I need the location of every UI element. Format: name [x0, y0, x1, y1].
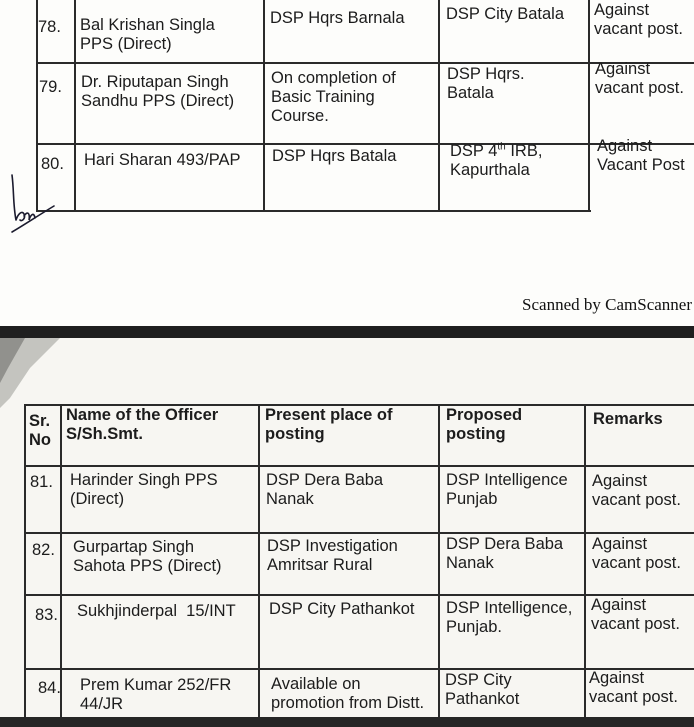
present-line: Nanak — [266, 490, 314, 508]
officer-line: Bal Krishan Singla — [80, 16, 215, 34]
table-border — [438, 404, 440, 717]
proposed-posting — [446, 471, 568, 509]
table-border — [24, 465, 694, 467]
proposed-line — [450, 142, 542, 161]
proposed-line: DSP City — [445, 671, 512, 689]
officer-name — [84, 151, 241, 170]
viewer-bottom-bar — [0, 717, 694, 727]
table-border — [438, 0, 440, 212]
present-line: DSP Hqrs Barnala — [270, 9, 405, 27]
officer-line: Gurpartap Singh — [73, 538, 195, 556]
proposed-text: IRB, — [505, 142, 543, 160]
proposed-line: Kapurthala — [450, 161, 530, 179]
remarks-line: vacant post. — [595, 79, 684, 97]
present-posting — [270, 9, 405, 28]
scanned-page-2 — [0, 338, 694, 717]
present-line: Amritsar Rural — [267, 556, 373, 574]
header-line: posting — [265, 425, 325, 443]
present-posting — [266, 471, 383, 509]
proposed-line: Nanak — [446, 554, 494, 572]
header-line: Sr. — [29, 412, 51, 430]
scanned-page-1 — [0, 0, 694, 326]
present-line: DSP Dera Baba — [266, 471, 384, 489]
remarks-line: Vacant Post — [597, 156, 685, 174]
header-remarks — [593, 410, 663, 429]
page-separator — [0, 326, 694, 338]
proposed-posting — [446, 599, 572, 637]
remarks-line: vacant post. — [592, 491, 681, 509]
officer-line: PPS (Direct) — [80, 35, 172, 53]
proposed-posting — [447, 65, 525, 103]
remarks — [592, 535, 681, 573]
remarks-line: Against — [592, 472, 648, 490]
present-posting — [271, 69, 396, 126]
proposed-text: DSP 4 — [450, 142, 498, 160]
header-line: S/Sh.Smt. — [66, 425, 144, 443]
officer-name — [81, 73, 234, 111]
header-line: Present place of — [265, 406, 393, 424]
sr-no: 79. — [39, 78, 62, 96]
remarks-line: Against — [591, 596, 647, 614]
proposed-line: Pathankot — [445, 690, 520, 708]
sr-no: 78. — [38, 18, 61, 36]
remarks-line: Against — [595, 60, 651, 78]
proposed-line: Punjab — [446, 490, 498, 508]
officer-name — [73, 538, 222, 576]
remarks-line: Against — [594, 1, 650, 19]
table-border — [258, 404, 260, 717]
remarks-line: vacant post. — [592, 554, 681, 572]
present-posting — [267, 537, 398, 575]
officer-line: Hari Sharan 493/PAP — [84, 151, 241, 169]
present-line: promotion from Distt. — [271, 694, 425, 712]
sr-no: 80. — [41, 155, 64, 173]
present-line: DSP City Pathankot — [269, 600, 415, 618]
remarks — [591, 596, 680, 634]
present-line: Basic Training — [271, 88, 375, 106]
ordinal-suffix: th — [497, 141, 506, 153]
proposed-line: DSP Intelligence — [446, 471, 568, 489]
sr-no: 82. — [32, 541, 55, 559]
table-border — [24, 404, 26, 717]
header-line: posting — [446, 425, 506, 443]
remarks — [594, 1, 683, 39]
present-line: On completion of — [271, 69, 396, 87]
officer-line: Dr. Riputapan Singh — [81, 73, 229, 91]
header-line: Remarks — [593, 410, 663, 428]
scan-shadow — [0, 338, 120, 408]
header-proposed — [446, 406, 522, 444]
proposed-posting — [446, 535, 563, 573]
proposed-line: DSP City Batala — [446, 5, 564, 23]
table-border — [24, 532, 694, 534]
officer-line: (Direct) — [70, 490, 125, 508]
remarks-line: vacant post. — [589, 688, 678, 706]
proposed-line: DSP Intelligence, — [446, 599, 573, 617]
header-sr-no — [29, 412, 51, 450]
remarks — [597, 137, 685, 175]
table-border — [36, 143, 694, 145]
remarks-line: Against — [592, 535, 648, 553]
table-row — [38, 18, 61, 37]
sr-no: 84. — [38, 679, 61, 697]
table-border — [584, 404, 586, 717]
present-line: DSP Hqrs Batala — [272, 147, 397, 165]
present-posting — [271, 675, 424, 713]
present-line: Available on — [271, 675, 361, 693]
officer-name — [77, 602, 236, 621]
present-line: Course. — [271, 107, 329, 125]
proposed-line: DSP Hqrs. — [447, 65, 525, 83]
remarks — [595, 60, 684, 98]
proposed-line: DSP Dera Baba — [446, 535, 564, 553]
officer-name — [70, 471, 218, 509]
remarks-line: Against — [597, 137, 653, 155]
header-line: Name of the Officer — [66, 406, 219, 424]
table-border — [60, 404, 62, 717]
header-line: No — [29, 431, 51, 449]
proposed-posting — [445, 671, 519, 709]
officer-line: Prem Kumar 252/FR — [80, 676, 232, 694]
header-present — [265, 406, 392, 444]
proposed-line: Batala — [447, 84, 494, 102]
officer-line: Sandhu PPS (Direct) — [81, 92, 235, 110]
remarks-line: Against — [589, 669, 645, 687]
remarks-line: vacant post. — [591, 615, 680, 633]
present-posting — [272, 147, 396, 166]
header-line: Proposed — [446, 406, 523, 424]
camscanner-watermark: Scanned by CamScanner — [522, 295, 692, 314]
officer-line: Sahota PPS (Direct) — [73, 557, 222, 575]
sr-no: 81. — [30, 473, 53, 491]
officer-name — [80, 676, 231, 714]
header-officer — [66, 406, 218, 444]
officer-line: Sukhjinderpal 15/INT — [77, 602, 236, 620]
table-border — [263, 0, 265, 212]
signature-mark — [4, 170, 64, 240]
table-border — [588, 0, 590, 210]
present-line: DSP Investigation — [267, 537, 398, 555]
proposed-posting — [450, 142, 542, 180]
remarks — [592, 472, 681, 510]
officer-line: 44/JR — [80, 695, 124, 713]
remarks-line: vacant post. — [594, 20, 683, 38]
officer-line: Harinder Singh PPS — [70, 471, 218, 489]
table-border — [36, 210, 591, 212]
proposed-posting — [446, 5, 564, 24]
officer-name — [80, 16, 215, 54]
present-posting — [269, 600, 415, 619]
remarks — [589, 669, 678, 707]
sr-no: 83. — [35, 606, 58, 624]
proposed-line: Punjab. — [446, 618, 502, 636]
table-border — [74, 0, 76, 212]
